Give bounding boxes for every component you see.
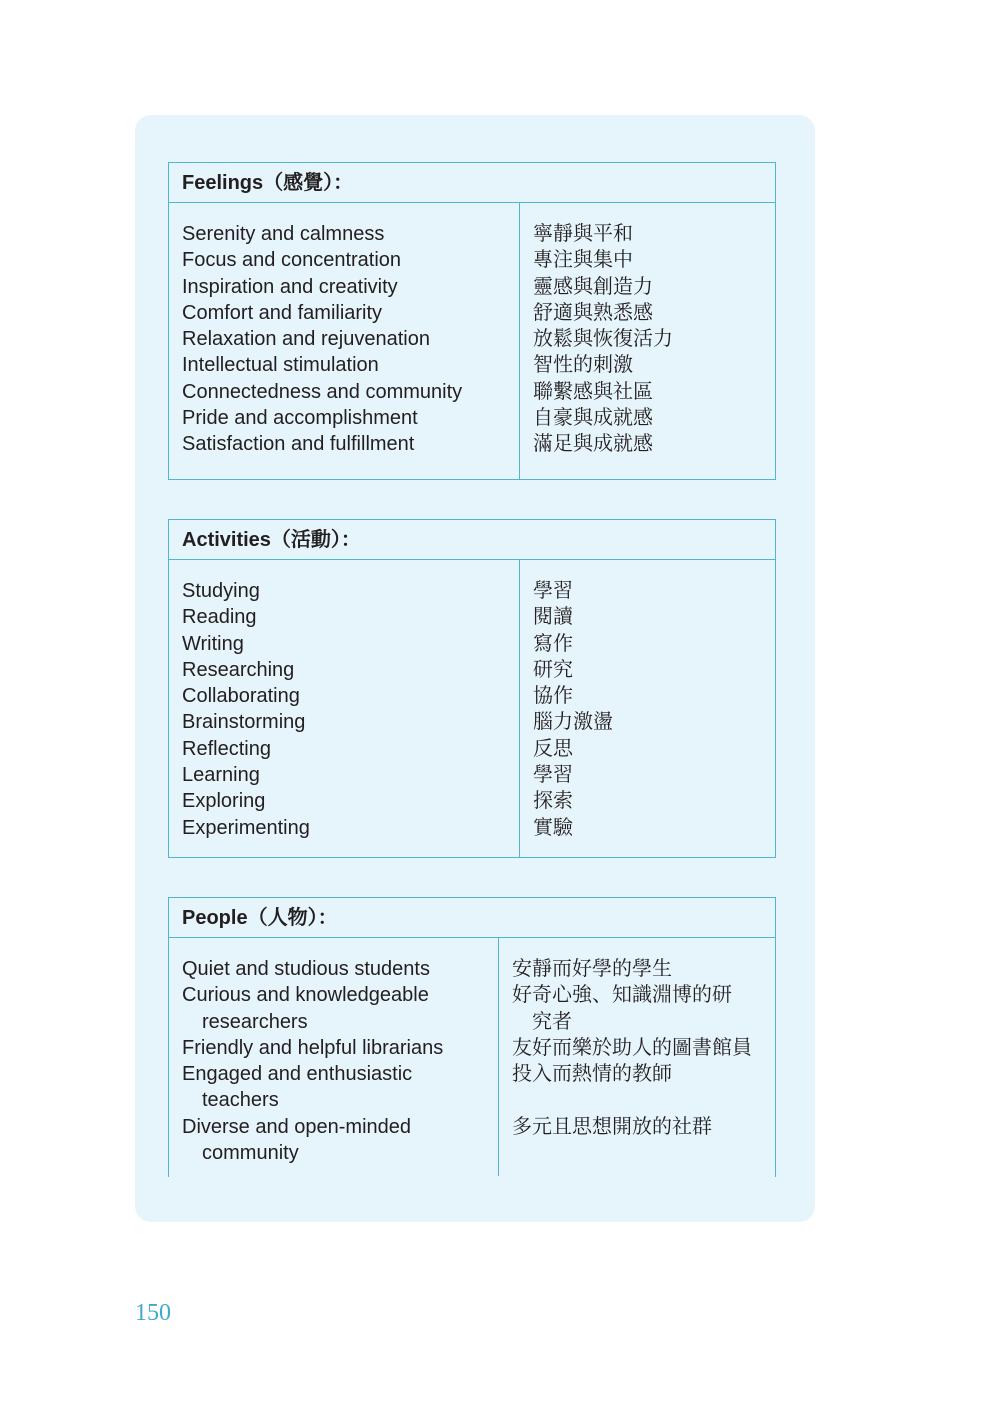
feelings-item-zh: 舒適與熟悉感 xyxy=(533,301,653,324)
feelings-item-zh: 專注與集中 xyxy=(533,249,633,272)
feelings-item-zh: 聯繫感與社區 xyxy=(533,380,653,403)
activities-heading: Activities（活動）： xyxy=(169,520,775,560)
activities-item-en: Collaborating xyxy=(182,685,300,708)
people-item-zh: 好奇心強、知識淵博的研 xyxy=(512,984,732,1007)
people-english-column xyxy=(169,938,500,1176)
feelings-item-zh: 靈感與創造力 xyxy=(533,275,653,298)
activities-body xyxy=(169,560,775,857)
activities-item-zh: 研究 xyxy=(533,658,573,681)
people-item-zh: 安靜而好學的學生 xyxy=(512,958,672,980)
people-item-en: Curious and knowledgeable xyxy=(182,984,429,1007)
activities-item-en: Studying xyxy=(182,580,260,602)
feelings-english-column xyxy=(169,203,521,479)
activities-item-zh: 探索 xyxy=(533,790,573,813)
feelings-body xyxy=(169,203,775,479)
feelings-item-en: Satisfaction and fulfillment xyxy=(182,433,415,456)
feelings-item-en: Pride and accomplishment xyxy=(182,407,418,430)
activities-box xyxy=(168,519,776,858)
activities-item-en: Researching xyxy=(182,658,295,681)
activities-item-zh: 學習 xyxy=(533,764,573,787)
feelings-item-en: Focus and concentration xyxy=(182,249,402,272)
activities-item-en: Writing xyxy=(182,632,244,655)
feelings-item-en: Intellectual stimulation xyxy=(182,354,379,377)
activities-item-zh: 反思 xyxy=(533,737,573,760)
people-item-zh: 投入而熱情的教師 xyxy=(512,1063,672,1086)
activities-item-zh: 學習 xyxy=(533,580,573,602)
feelings-item-en: Inspiration and creativity xyxy=(182,275,398,298)
feelings-item-zh: 自豪與成就感 xyxy=(533,407,653,430)
activities-item-en: Reflecting xyxy=(182,737,271,760)
feelings-item-en: Serenity and calmness xyxy=(182,223,385,245)
people-heading: People（人物）： xyxy=(169,898,775,938)
activities-item-en: Exploring xyxy=(182,790,266,813)
activities-item-zh: 閱讀 xyxy=(533,606,573,629)
people-item-en: Diverse and open-minded xyxy=(182,1115,412,1138)
activities-chinese-column xyxy=(519,560,775,857)
feelings-chinese-column xyxy=(519,203,775,479)
feelings-item-zh: 放鬆與恢復活力 xyxy=(533,328,673,351)
people-box xyxy=(168,897,776,1177)
people-item-en-continued: teachers xyxy=(202,1089,279,1112)
activities-item-en: Experimenting xyxy=(182,816,310,839)
feelings-item-zh: 智性的刺激 xyxy=(533,354,633,377)
activities-item-en: Reading xyxy=(182,606,257,629)
feelings-heading: Feelings（感覺）： xyxy=(169,163,775,203)
feelings-box xyxy=(168,162,776,480)
people-body xyxy=(169,938,775,1176)
people-item-zh-spacer xyxy=(512,1087,775,1113)
activities-item-zh: 腦力激盪 xyxy=(533,711,613,734)
feelings-item-zh: 寧靜與平和 xyxy=(533,223,633,245)
feelings-item-zh: 滿足與成就感 xyxy=(533,433,653,456)
activities-item-zh: 寫作 xyxy=(533,632,573,655)
people-item-zh: 友好而樂於助人的圖書館員 xyxy=(512,1036,752,1059)
people-item-en: Friendly and helpful librarians xyxy=(182,1036,444,1059)
feelings-item-en: Comfort and familiarity xyxy=(182,301,383,324)
feelings-item-en: Relaxation and rejuvenation xyxy=(182,328,430,351)
activities-item-en: Learning xyxy=(182,764,260,787)
people-item-zh: 多元且思想開放的社群 xyxy=(512,1115,712,1138)
people-item-en-continued: researchers xyxy=(202,1010,308,1033)
feelings-item-en: Connectedness and community xyxy=(182,380,463,403)
people-item-en-continued: community xyxy=(202,1142,299,1165)
activities-item-en: Brainstorming xyxy=(182,711,306,734)
page-number: 150 xyxy=(135,1300,171,1326)
people-item-en: Engaged and enthusiastic xyxy=(182,1063,413,1086)
people-chinese-column xyxy=(498,938,775,1176)
people-item-en: Quiet and studious students xyxy=(182,958,430,980)
activities-english-column xyxy=(169,560,521,857)
activities-item-zh: 實驗 xyxy=(533,816,573,839)
people-item-zh-continued: 究者 xyxy=(532,1010,572,1033)
activities-item-zh: 協作 xyxy=(533,685,573,708)
